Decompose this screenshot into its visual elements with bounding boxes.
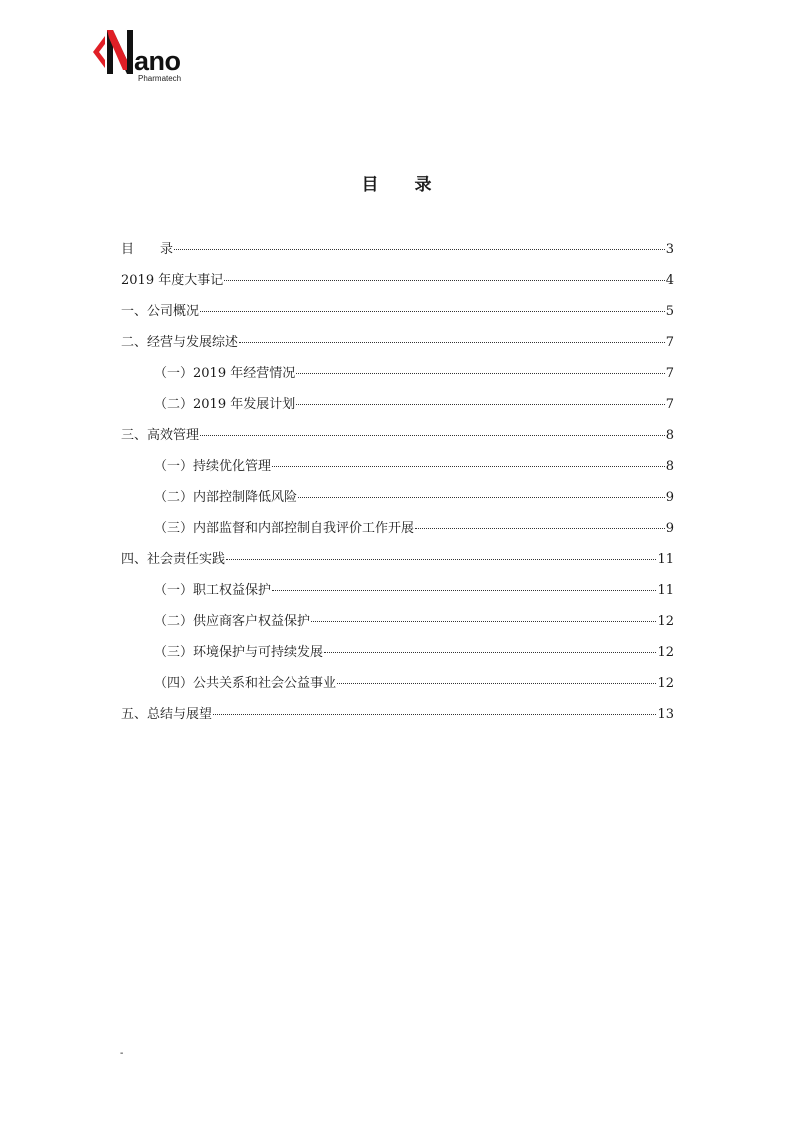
toc-entry[interactable] xyxy=(121,334,674,365)
toc-dot-leader xyxy=(239,342,665,343)
toc-entry[interactable] xyxy=(121,706,674,737)
toc-entry[interactable] xyxy=(121,365,674,396)
toc-dot-leader xyxy=(174,249,665,250)
toc-entry-label: 2019 年度大事记 xyxy=(121,273,224,288)
toc-entry-page-number: 12 xyxy=(657,645,674,660)
toc-dot-leader xyxy=(200,311,665,312)
toc-entry[interactable] xyxy=(121,272,674,303)
toc-entry-page-number: 11 xyxy=(657,583,674,598)
toc-entry-page-number: 12 xyxy=(657,676,674,691)
toc-dot-leader xyxy=(272,466,665,467)
toc-entry-page-number: 7 xyxy=(665,397,674,412)
toc-entry-page-number: 8 xyxy=(665,459,674,474)
toc-entry-label: （二）2019 年发展计划 xyxy=(154,397,296,412)
table-of-contents xyxy=(121,241,674,737)
toc-entry-page-number: 11 xyxy=(657,552,674,567)
toc-entry-label: （三）环境保护与可持续发展 xyxy=(154,645,324,660)
toc-entry-page-number: 3 xyxy=(665,242,674,257)
toc-entry[interactable] xyxy=(121,613,674,644)
toc-dot-leader xyxy=(272,590,656,591)
toc-entry[interactable] xyxy=(121,396,674,427)
logo-brand-text: ano xyxy=(134,46,181,76)
toc-dot-leader xyxy=(337,683,656,684)
page-title: 目录 xyxy=(361,175,468,195)
toc-entry[interactable] xyxy=(121,644,674,675)
toc-entry-label: （二）内部控制降低风险 xyxy=(154,490,298,505)
toc-entry-page-number: 7 xyxy=(665,335,674,350)
toc-dot-leader xyxy=(311,621,656,622)
toc-dot-leader xyxy=(296,404,665,405)
toc-dot-leader xyxy=(324,652,656,653)
toc-entry-label: （一）2019 年经营情况 xyxy=(154,366,296,381)
company-logo xyxy=(93,26,203,86)
toc-entry-page-number: 9 xyxy=(665,521,674,536)
toc-entry[interactable] xyxy=(121,427,674,458)
nano-logo-mark-icon xyxy=(93,26,137,78)
toc-entry-label: （四）公共关系和社会公益事业 xyxy=(154,676,337,691)
toc-entry[interactable] xyxy=(121,675,674,706)
toc-entry[interactable] xyxy=(121,303,674,334)
toc-entry[interactable] xyxy=(121,489,674,520)
toc-entry-label: 四、社会责任实践 xyxy=(121,552,226,567)
toc-dot-leader xyxy=(415,528,665,529)
logo-subtitle: Pharmatech xyxy=(138,74,182,83)
toc-entry[interactable] xyxy=(121,241,674,272)
toc-entry[interactable] xyxy=(121,520,674,551)
toc-entry-label: 一、公司概况 xyxy=(121,304,200,319)
toc-entry-label: 五、总结与展望 xyxy=(121,707,213,722)
toc-entry-label: （二）供应商客户权益保护 xyxy=(154,614,311,629)
toc-entry-label: （一）职工权益保护 xyxy=(154,583,272,598)
toc-entry-page-number: 4 xyxy=(665,273,674,288)
toc-entry-page-number: 5 xyxy=(665,304,674,319)
toc-entry[interactable] xyxy=(121,551,674,582)
toc-dot-leader xyxy=(213,714,656,715)
toc-dot-leader xyxy=(226,559,656,560)
toc-entry-page-number: 8 xyxy=(665,428,674,443)
toc-entry-label: 目 录 xyxy=(121,242,174,257)
toc-dot-leader xyxy=(200,435,665,436)
toc-dot-leader xyxy=(224,280,665,281)
toc-entry-label: （一）持续优化管理 xyxy=(154,459,272,474)
toc-entry-page-number: 13 xyxy=(657,707,674,722)
toc-entry-page-number: 12 xyxy=(657,614,674,629)
toc-dot-leader xyxy=(296,373,665,374)
toc-entry[interactable] xyxy=(121,458,674,489)
toc-dot-leader xyxy=(298,497,665,498)
toc-entry-page-number: 7 xyxy=(665,366,674,381)
toc-entry-page-number: 9 xyxy=(665,490,674,505)
footer-mark: - xyxy=(120,1048,124,1059)
toc-entry[interactable] xyxy=(121,582,674,613)
toc-entry-label: 二、经营与发展综述 xyxy=(121,335,239,350)
toc-entry-label: （三）内部监督和内部控制自我评价工作开展 xyxy=(154,521,415,536)
toc-entry-label: 三、高效管理 xyxy=(121,428,200,443)
